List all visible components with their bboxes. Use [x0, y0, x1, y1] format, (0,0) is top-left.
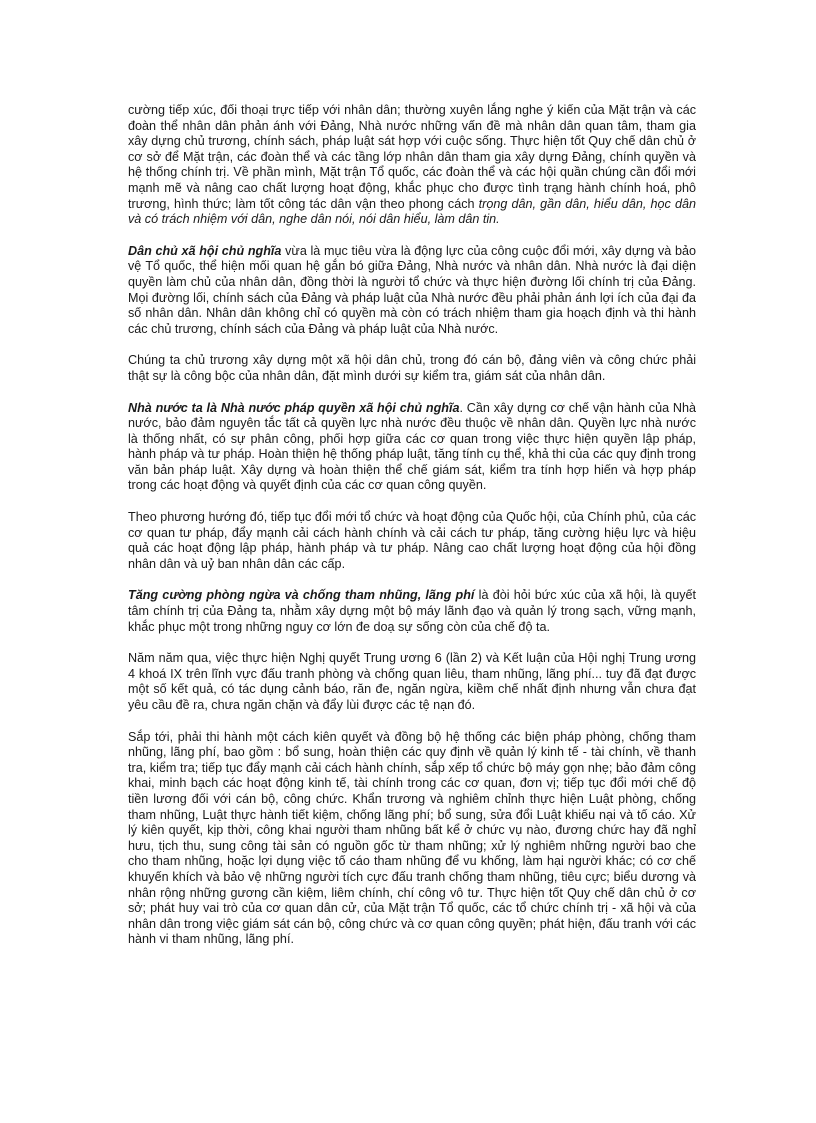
paragraph-6-heading: Tăng cường phòng ngừa và chống tham nhũng, lãng phí [128, 588, 475, 603]
paragraph-5-text: Theo phương hướng đó, tiếp tục đổi mới tổ chức và hoạt động của Quốc hội, của Chính phủ, của các cơ quan tư pháp, đẩy mạnh cải cách hành chính và cải cách tư pháp, tăng cường hiệu lực và hiệu quả các hoạt động lập pháp, hành pháp và tư pháp. Nâng cao chất lượng hoạt động của hội đồng nhân dân và uỷ ban nhân dân các cấp. [128, 510, 696, 571]
paragraph-2-heading: Dân chủ xã hội chủ nghĩa [128, 243, 282, 258]
paragraph-8 [128, 730, 696, 948]
paragraph-7 [128, 651, 696, 713]
paragraph-7-text: Năm năm qua, việc thực hiện Nghị quyết Trung ương 6 (lần 2) và Kết luận của Hội nghị Trung ương 4 khoá IX trên lĩnh vực đấu tranh phòng và chống quan liêu, tham nhũng, lãng phí... tuy đã đạt được một số kết quả, có tác dụng cảnh báo, răn đe, ngăn ngừa, kiềm chế nhất định nhưng vẫn chưa đạt yêu cầu đề ra, chưa ngăn chặn và đẩy lùi được các tệ nạn đó. [128, 651, 696, 712]
document-page [128, 103, 696, 964]
paragraph-1-italic-text: trọng dân, gần dân, hiểu dân, học dân và có trách nhiệm với dân, nghe dân nói, nói dân hiểu, làm dân tin. [128, 196, 696, 227]
paragraph-3-text: Chúng ta chủ trương xây dựng một xã hội dân chủ, trong đó cán bộ, đảng viên và công chức phải thật sự là công bộc của nhân dân, đặt mình dưới sự kiểm tra, giám sát của nhân dân. [128, 353, 696, 383]
paragraph-6-text: là đòi hỏi bức xúc của xã hội, là quyết tâm chính trị của Đảng ta, nhằm xây dựng một bộ máy lãnh đạo và quản lý trong sạch, vững mạnh, khắc phục một trong những nguy cơ lớn đe doạ sự sống còn của chế độ ta. [128, 588, 696, 634]
paragraph-2-text: vừa là mục tiêu vừa là động lực của công cuộc đổi mới, xây dựng và bảo vệ Tổ quốc, thể hiện mối quan hệ gắn bó giữa Đảng, Nhà nước và nhân dân. Nhà nước là đại diện quyền làm chủ của nhân dân, đồng thời là người tổ chức và thực hiện đường lối chính trị của Đảng. Mọi đường lối, chính sách của Đảng và pháp luật của Nhà nước đều phải phản ánh lợi ích của đại đa số nhân dân. Nhân dân không chỉ có quyền mà còn có trách nhiệm tham gia hoạch định và thi hành các chủ trương, chính sách của Đảng và pháp luật của Nhà nước. [128, 243, 697, 336]
paragraph-1 [128, 103, 696, 228]
paragraph-3 [128, 353, 696, 384]
paragraph-5 [128, 510, 696, 572]
paragraph-4 [128, 401, 696, 495]
paragraph-1-text: cường tiếp xúc, đối thoại trực tiếp với nhân dân; thường xuyên lắng nghe ý kiến của Mặt trận và các đoàn thể nhân dân phản ánh với Đảng, Nhà nước những vấn đề mà nhân dân quan tâm, tham gia xây dựng chủ trương, chính sách, pháp luật sát hợp với cuộc sống. Thực hiện tốt Quy chế dân chủ ở cơ sở để Mặt trận, các đoàn thể và các tầng lớp nhân dân tham gia xây dựng Đảng, chính quyền và hệ thống chính trị. Về phần mình, Mặt trận Tổ quốc, các đoàn thể và các hội quần chúng cần đổi mới mạnh mẽ và nâng cao chất lượng hoạt động, khắc phục cho được tình trạng hành chính hoá, phô trương, hình thức; làm tốt công tác dân vận theo phong cách [128, 103, 696, 211]
paragraph-4-heading: Nhà nước ta là Nhà nước pháp quyền xã hội chủ nghĩa [128, 400, 460, 415]
paragraph-8-text: Sắp tới, phải thi hành một cách kiên quyết và đồng bộ hệ thống các biện pháp phòng, chống tham nhũng, lãng phí, bao gồm : bổ sung, hoàn thiện các quy định về quản lý kinh tế - tài chính, về thanh tra, kiểm tra; tiếp tục đẩy mạnh cải cách hành chính, sắp xếp tổ chức bộ máy gọn nhẹ; bảo đảm công khai, minh bạch các hoạt động kinh tế, tài chính trong các cơ quan, đơn vị; tiếp tục đổi mới chế độ tiền lương đối với cán bộ, công chức. Khẩn trương và nghiêm chỉnh thực hiện Luật phòng, chống tham nhũng, Luật thực hành tiết kiệm, chống lãng phí; bổ sung, sửa đổi Luật khiếu nại và tố cáo. Xử lý kiên quyết, kịp thời, công khai người tham nhũng bất kể ở chức vụ nào, đương chức hay đã nghỉ hưu, tịch thu, sung công tài sản có nguồn gốc từ tham nhũng; xử lý nghiêm những người bao che cho tham nhũng, hoặc lợi dụng việc tố cáo tham nhũng để vu khống, làm hại người khác; có cơ chế khuyến khích và bảo vệ những người tích cực đấu tranh chống tham nhũng, tiêu cực; biểu dương và nhân rộng những gương cần kiệm, liêm chính, chí công vô tư. Thực hiện tốt Quy chế dân chủ ở cơ sở; phát huy vai trò của cơ quan dân cử, của Mặt trận Tổ quốc, các tổ chức chính trị - xã hội và của nhân dân trong việc giám sát cán bộ, công chức và cơ quan công quyền; phát hiện, đấu tranh với các hành vi tham nhũng, lãng phí. [128, 729, 696, 947]
paragraph-2 [128, 244, 696, 338]
paragraph-4-text: . Cần xây dựng cơ chế vận hành của Nhà nước, bảo đảm nguyên tắc tất cả quyền lực nhà nước đều thuộc về nhân dân. Quyền lực nhà nước là thống nhất, có sự phân công, phối hợp giữa các cơ quan trong việc thực hiện quyền lập pháp, hành pháp và tư pháp. Hoàn thiện hệ thống pháp luật, tăng tính cụ thể, khả thi của các quy định trong văn bản pháp luật. Xây dựng và hoàn thiện thể chế giám sát, kiểm tra tính hợp hiến và hợp pháp trong các hoạt động và quyết định của các cơ quan công quyền. [128, 400, 696, 493]
paragraph-6 [128, 588, 696, 635]
